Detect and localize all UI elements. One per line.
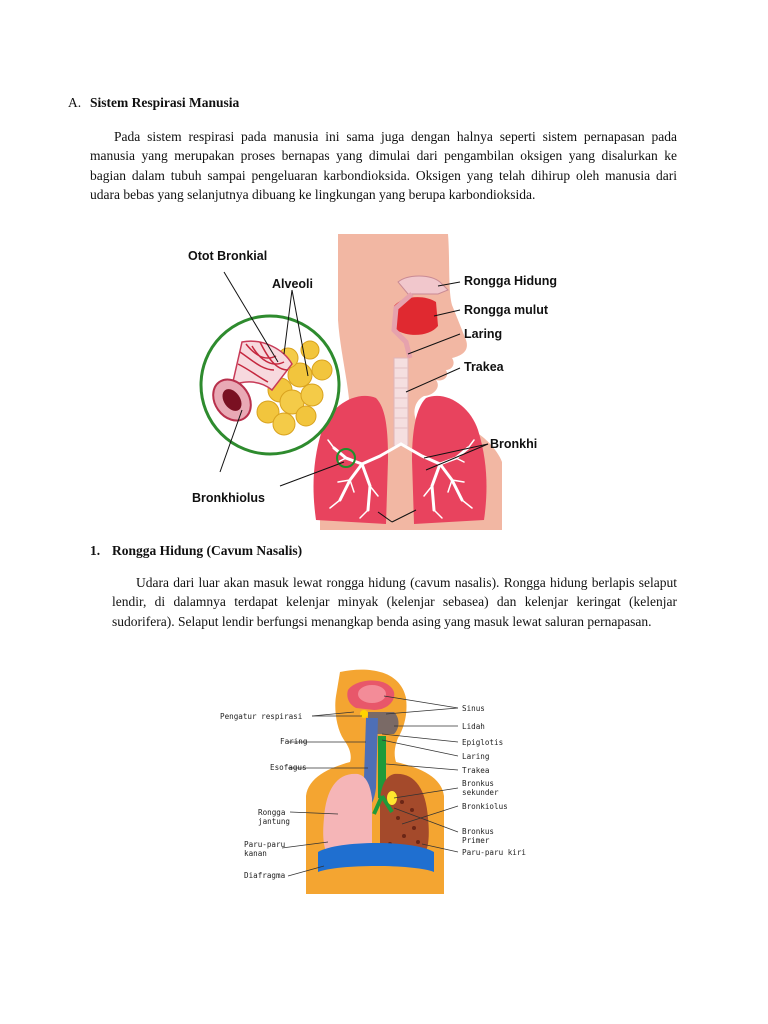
section-1-heading [90,543,302,559]
label-diafragma: Diafragma [244,871,286,880]
label-bronkus-primer-1: Bronkus [462,827,495,836]
label-laring: Laring [464,327,503,341]
label-bronkiolus: Bronkiolus [462,802,508,811]
label-epiglotis: Epiglotis [462,738,504,747]
respiratory-system-diagram [180,230,580,530]
label-bronkus-sekunder-1: Bronkus [462,779,495,788]
label-laring-2: Laring [462,752,490,761]
label-bronkhiolus: Bronkhiolus [192,491,265,505]
label-trakea: Trakea [464,360,504,374]
section-1-title: Rongga Hidung (Cavum Nasalis) [112,543,303,558]
label-esofagus: Esofagus [270,763,307,772]
label-otot-bronkial: Otot Bronkial [188,249,268,263]
label-pengatur-respirasi: Pengatur respirasi [220,712,303,721]
section-1-paragraph [112,573,677,631]
section-1-paragraph-text: Udara dari luar akan masuk lewat rongga hidung (cavum nasalis). Rongga hidung berlapis selaput lendir, di dalamnya terdapat kelenjar minyak (kelenjar sebasea) dan kelenjar keringat (kelenjar sudorifera). Selaput lendir berfungsi menangkap benda asing yang masuk lewat saluran pernapasan. [112,575,677,629]
label-paru-kanan-1: Paru-paru [244,840,286,849]
label-alveoli: Alveoli [272,277,313,291]
label-rongga-hidung: Rongga Hidung [464,274,558,288]
label-bronkhi: Bronkhi [490,437,538,451]
trachea [394,358,408,446]
respiratory-anatomy-diagram [218,668,538,894]
section-a-heading [68,95,239,111]
section-1-number: 1. [90,543,101,558]
label-paru-kiri: Paru-paru kiri [462,848,527,857]
section-a-number: A. [68,95,82,110]
label-sinus: Sinus [462,704,485,713]
label-bronkus-primer-2: Primer [462,836,490,845]
label-trakea-2: Trakea [462,766,490,775]
label-lidah: Lidah [462,722,485,731]
section-a-paragraph [90,127,677,204]
section-a-title: Sistem Respirasi Manusia [90,95,240,110]
label-bronkus-sekunder-2: sekunder [462,788,499,797]
label-rongga-jantung-2: jantung [258,817,291,826]
label-rongga-mulut: Rongga mulut [464,303,549,317]
section-a-paragraph-text: Pada sistem respirasi pada manusia ini sama juga dengan halnya seperti sistem pernapasan pada manusia yang merupakan proses bernapas yang dimulai dari pengambilan oksigen yang disalurkan ke bagian dalam tubuh sampai pengeluaran karbondioksida. Oksigen yang telah dihirup oleh manusia dari udara bebas yang selanjutnya dibuang ke lingkungan yang berupa karbondioksida. [90,129,677,202]
label-rongga-jantung-1: Rongga [258,808,286,817]
label-faring: Faring [280,737,308,746]
label-paru-kanan-2: kanan [244,849,267,858]
